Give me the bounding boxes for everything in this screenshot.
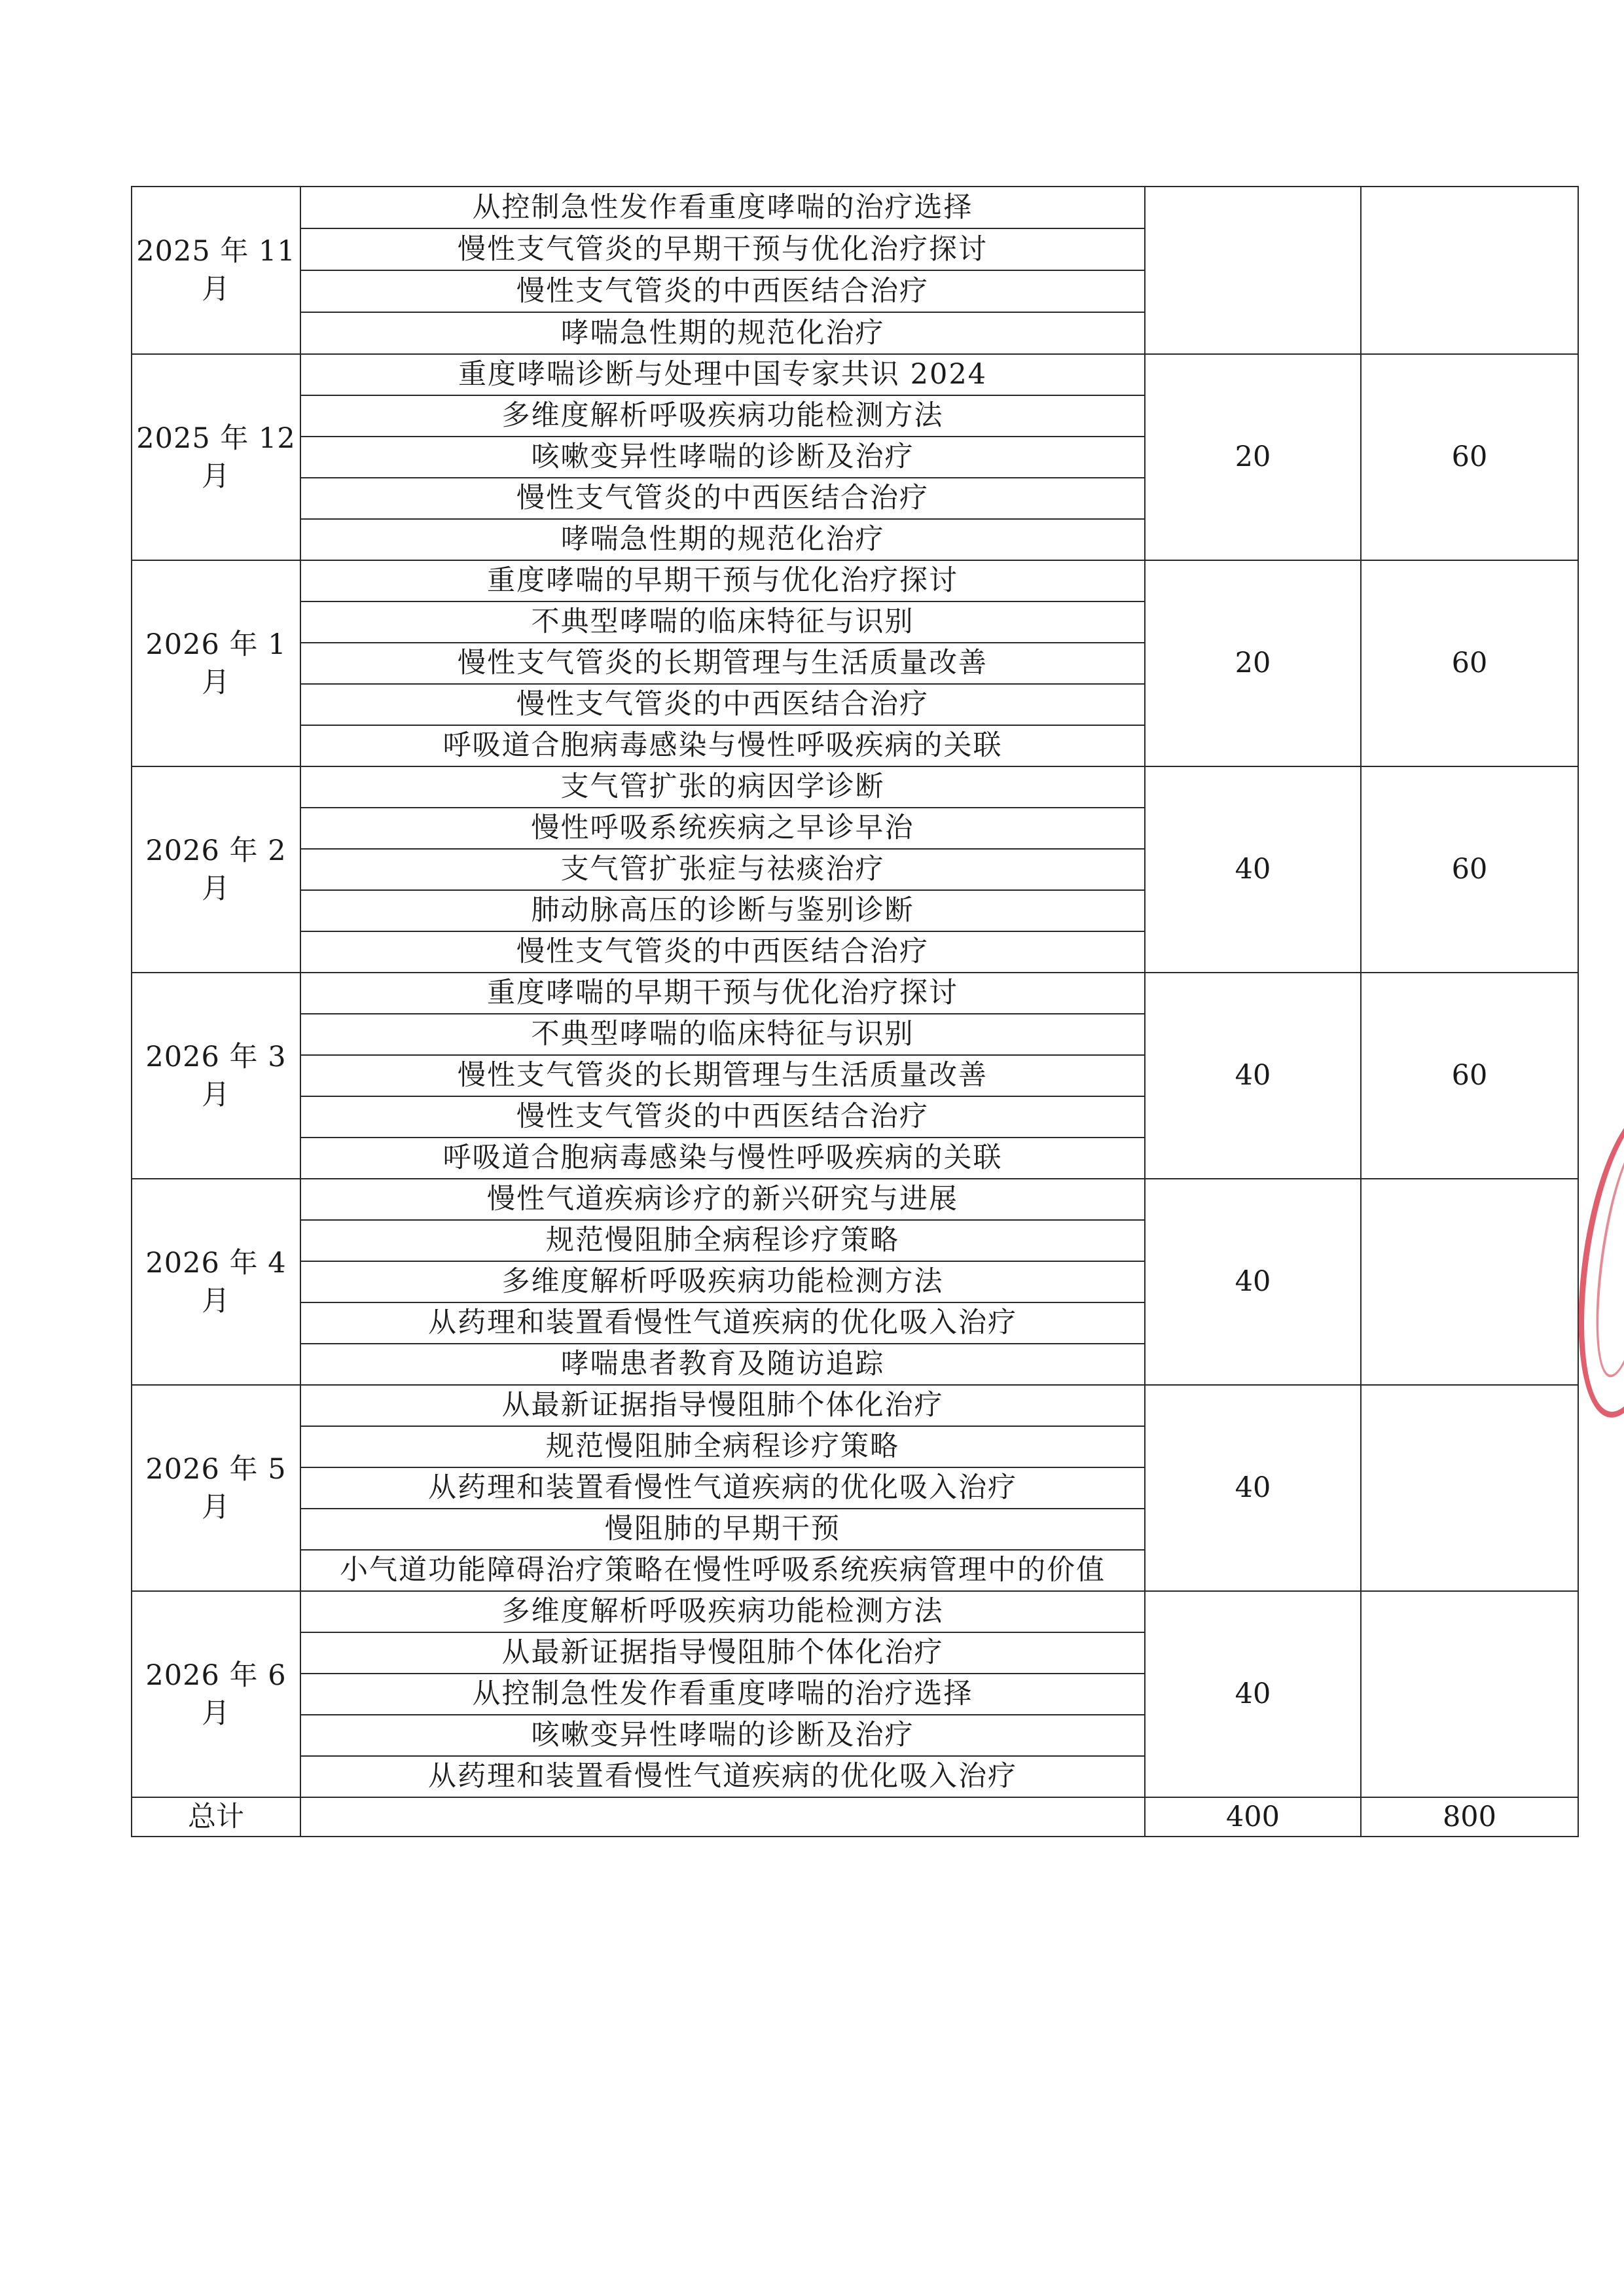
month-label-suffix: 月 [202, 1696, 230, 1730]
topic-cell: 慢性支气管炎的中西医结合治疗 [300, 478, 1145, 519]
month-label-year: 2026 年 5 [145, 1452, 287, 1486]
value-b-cell [1361, 187, 1578, 354]
table-row [132, 354, 1578, 395]
month-label-year: 2026 年 2 [145, 834, 287, 867]
topic-cell: 慢性支气管炎的中西医结合治疗 [300, 931, 1145, 973]
topic-cell: 从控制急性发作看重度哮喘的治疗选择 [300, 187, 1145, 228]
topic-cell: 支气管扩张的病因学诊断 [300, 766, 1145, 808]
month-label-suffix: 月 [202, 666, 230, 699]
total-row [132, 1797, 1578, 1837]
value-a-cell: 20 [1145, 560, 1361, 766]
table-row [132, 187, 1578, 228]
topic-cell: 小气道功能障碍治疗策略在慢性呼吸系统疾病管理中的价值 [300, 1550, 1145, 1591]
month-label-suffix: 月 [202, 1284, 230, 1318]
value-b-cell [1361, 1385, 1578, 1591]
topic-cell: 哮喘急性期的规范化治疗 [300, 312, 1145, 354]
value-b-cell: 60 [1361, 560, 1578, 766]
value-b-cell: 60 [1361, 973, 1578, 1179]
month-cell [132, 1179, 300, 1385]
total-label: 总计 [132, 1797, 300, 1837]
topic-cell: 慢性支气管炎的中西医结合治疗 [300, 1096, 1145, 1138]
topic-cell: 慢性支气管炎的长期管理与生活质量改善 [300, 1055, 1145, 1096]
topic-cell: 慢性支气管炎的中西医结合治疗 [300, 270, 1145, 312]
topic-cell: 重度哮喘的早期干预与优化治疗探讨 [300, 973, 1145, 1014]
topic-cell: 重度哮喘诊断与处理中国专家共识 2024 [300, 354, 1145, 395]
red-seal-inner-ring [1585, 1135, 1624, 1380]
topic-cell: 规范慢阻肺全病程诊疗策略 [300, 1220, 1145, 1261]
month-cell [132, 973, 300, 1179]
schedule-table [131, 186, 1579, 1837]
topic-cell: 慢性支气管炎的长期管理与生活质量改善 [300, 643, 1145, 684]
value-a-cell: 40 [1145, 973, 1361, 1179]
month-label-suffix: 月 [202, 273, 230, 306]
topic-cell: 规范慢阻肺全病程诊疗策略 [300, 1426, 1145, 1467]
month-cell [132, 1385, 300, 1591]
topic-cell: 多维度解析呼吸疾病功能检测方法 [300, 1261, 1145, 1302]
topic-cell: 从药理和装置看慢性气道疾病的优化吸入治疗 [300, 1467, 1145, 1509]
topic-cell: 从药理和装置看慢性气道疾病的优化吸入治疗 [300, 1756, 1145, 1797]
value-b-cell [1361, 1591, 1578, 1797]
total-value-a: 400 [1145, 1797, 1361, 1837]
value-a-cell: 40 [1145, 1591, 1361, 1797]
month-cell [132, 187, 300, 354]
table-body [132, 187, 1578, 1837]
month-label-year: 2026 年 3 [145, 1040, 287, 1073]
value-b-cell: 60 [1361, 354, 1578, 560]
month-label-suffix: 月 [202, 872, 230, 905]
value-a-cell: 40 [1145, 766, 1361, 973]
topic-cell: 不典型哮喘的临床特征与识别 [300, 601, 1145, 643]
month-cell [132, 354, 300, 560]
month-label-year: 2025 年 12 [136, 422, 296, 455]
month-label-suffix: 月 [202, 1490, 230, 1524]
month-label-year: 2026 年 1 [145, 628, 287, 661]
topic-cell: 不典型哮喘的临床特征与识别 [300, 1014, 1145, 1055]
value-a-cell [1145, 187, 1361, 354]
topic-cell: 慢性呼吸系统疾病之早诊早治 [300, 808, 1145, 849]
table-row [132, 766, 1578, 808]
topic-cell: 慢性气道疾病诊疗的新兴研究与进展 [300, 1179, 1145, 1220]
total-value-b: 800 [1361, 1797, 1578, 1837]
month-label-suffix: 月 [202, 1078, 230, 1111]
topic-cell: 慢性支气管炎的早期干预与优化治疗探讨 [300, 228, 1145, 270]
topic-cell: 呼吸道合胞病毒感染与慢性呼吸疾病的关联 [300, 1138, 1145, 1179]
table-row [132, 1179, 1578, 1220]
month-label-year: 2026 年 4 [145, 1246, 287, 1280]
topic-cell: 呼吸道合胞病毒感染与慢性呼吸疾病的关联 [300, 725, 1145, 766]
topic-cell: 重度哮喘的早期干预与优化治疗探讨 [300, 560, 1145, 601]
value-b-cell [1361, 1179, 1578, 1385]
topic-cell: 从药理和装置看慢性气道疾病的优化吸入治疗 [300, 1302, 1145, 1344]
topic-cell: 哮喘急性期的规范化治疗 [300, 519, 1145, 560]
table-row [132, 560, 1578, 601]
month-label-suffix: 月 [202, 459, 230, 493]
topic-cell: 从控制急性发作看重度哮喘的治疗选择 [300, 1674, 1145, 1715]
total-empty-cell [300, 1797, 1145, 1837]
topic-cell: 支气管扩张症与祛痰治疗 [300, 849, 1145, 890]
month-cell [132, 1591, 300, 1797]
topic-cell: 咳嗽变异性哮喘的诊断及治疗 [300, 1715, 1145, 1756]
month-cell [132, 766, 300, 973]
topic-cell: 慢阻肺的早期干预 [300, 1509, 1145, 1550]
value-a-cell: 20 [1145, 354, 1361, 560]
topic-cell: 哮喘患者教育及随访追踪 [300, 1344, 1145, 1385]
table-row [132, 973, 1578, 1014]
topic-cell: 多维度解析呼吸疾病功能检测方法 [300, 1591, 1145, 1632]
topic-cell: 肺动脉高压的诊断与鉴别诊断 [300, 890, 1145, 931]
month-label-year: 2025 年 11 [136, 235, 296, 268]
table-row [132, 1591, 1578, 1632]
topic-cell: 咳嗽变异性哮喘的诊断及治疗 [300, 437, 1145, 478]
value-a-cell: 40 [1145, 1385, 1361, 1591]
value-a-cell: 40 [1145, 1179, 1361, 1385]
topic-cell: 慢性支气管炎的中西医结合治疗 [300, 684, 1145, 725]
month-label-year: 2026 年 6 [145, 1659, 287, 1692]
table-row [132, 1385, 1578, 1426]
value-b-cell: 60 [1361, 766, 1578, 973]
month-cell [132, 560, 300, 766]
topic-cell: 从最新证据指导慢阻肺个体化治疗 [300, 1632, 1145, 1674]
topic-cell: 从最新证据指导慢阻肺个体化治疗 [300, 1385, 1145, 1426]
topic-cell: 多维度解析呼吸疾病功能检测方法 [300, 395, 1145, 437]
